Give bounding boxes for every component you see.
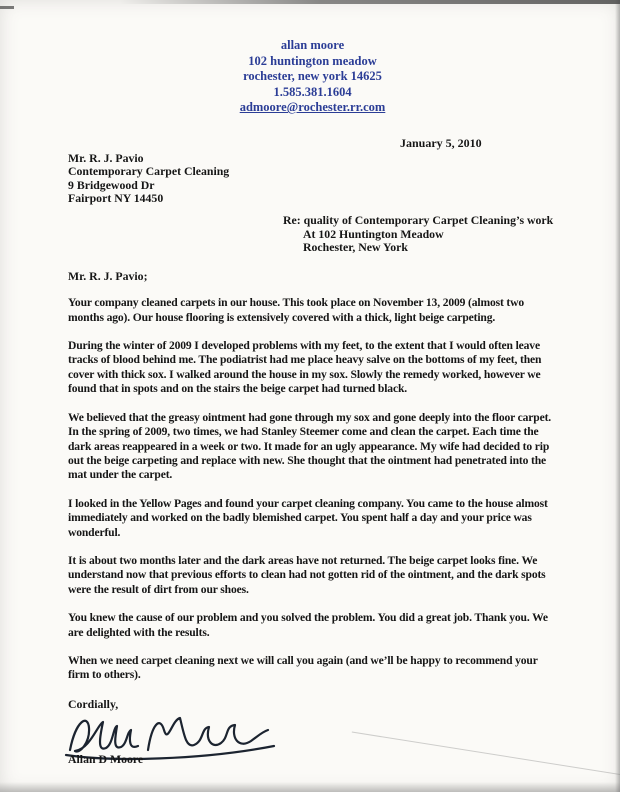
re-line1: Re: quality of Contemporary Carpet Cleaning’s work <box>283 212 554 227</box>
signed-name: Allan D Moore <box>68 751 144 766</box>
recipient-city: Fairport NY 14450 <box>68 191 164 206</box>
paragraph-2: During the winter of 2009 I developed problems with my feet, to the extent that I would often leave tracks of blood behind me. The podiatrist had me place heavy salve on the bottoms of my feet, then cover with thick sox. I walked around the house in my sox. Slowly the remedy worked, however we found that in spots and on the stairs the beige carpet had turned black. <box>68 339 542 396</box>
closing: Cordially, <box>68 696 119 711</box>
sender-name: allan moore <box>280 38 345 52</box>
letter-body <box>68 296 557 683</box>
re-block <box>283 214 557 255</box>
recipient-name: Mr. R. J. Pavio <box>68 150 144 165</box>
paragraph-4: I looked in the Yellow Pages and found your carpet cleaning company. You came to the house almost immediately and worked on the badly blemished carpet. You spent half a day and your price was wonderful. <box>68 496 548 539</box>
salutation: Mr. R. J. Pavio; <box>68 269 148 284</box>
paragraph-3: We believed that the greasy ointment had gone through my sox and gone deeply into the floor carpet. In the spring of 2009, two times, we had Stanley Steemer come and clean the carpet. Each time the dark areas reappeared in a week or two. It made for an ugly appearance. My wife had decided to rip out the beige carpeting and replace with new. She thought that the ointment had penetrated into the mat under the carpet. <box>68 410 552 482</box>
recipient-block <box>68 152 557 206</box>
letter-date: January 5, 2010 <box>400 135 482 150</box>
paragraph-1: Your company cleaned carpets in our house. This took place on November 13, 2009 (almost two months ago). Our house flooring is extensively covered with a thick, light beige carpeting. <box>68 296 525 324</box>
paragraph-6: You knew the cause of our problem and you solved the problem. You did a great job. Thank you. We are delighted with the results. <box>68 611 548 639</box>
sender-block <box>68 38 557 116</box>
re-line2: At 102 Huntington Meadow <box>303 226 444 241</box>
sender-address-line2: rochester, new york 14625 <box>243 69 382 83</box>
re-line3: Rochester, New York <box>303 240 408 255</box>
sender-address-line1: 102 huntington meadow <box>248 53 377 68</box>
recipient-company: Contemporary Carpet Cleaning <box>68 164 230 179</box>
paragraph-5: It is about two months later and the dark areas have not returned. The beige carpet looks fine. We understand now that previous efforts to clean had not gotten rid of the ointment, and the dark spots were the result of dirt from our shoes. <box>68 553 546 596</box>
recipient-street: 9 Bridgewood Dr <box>68 177 155 192</box>
sender-email: admoore@rochester.rr.com <box>239 100 386 114</box>
scan-edge-bottom <box>0 782 620 792</box>
sender-phone: 1.585.381.1604 <box>273 84 352 99</box>
paragraph-7: When we need carpet cleaning next we will call you again (and we’ll be happy to recommend your firm to others). <box>68 653 538 682</box>
